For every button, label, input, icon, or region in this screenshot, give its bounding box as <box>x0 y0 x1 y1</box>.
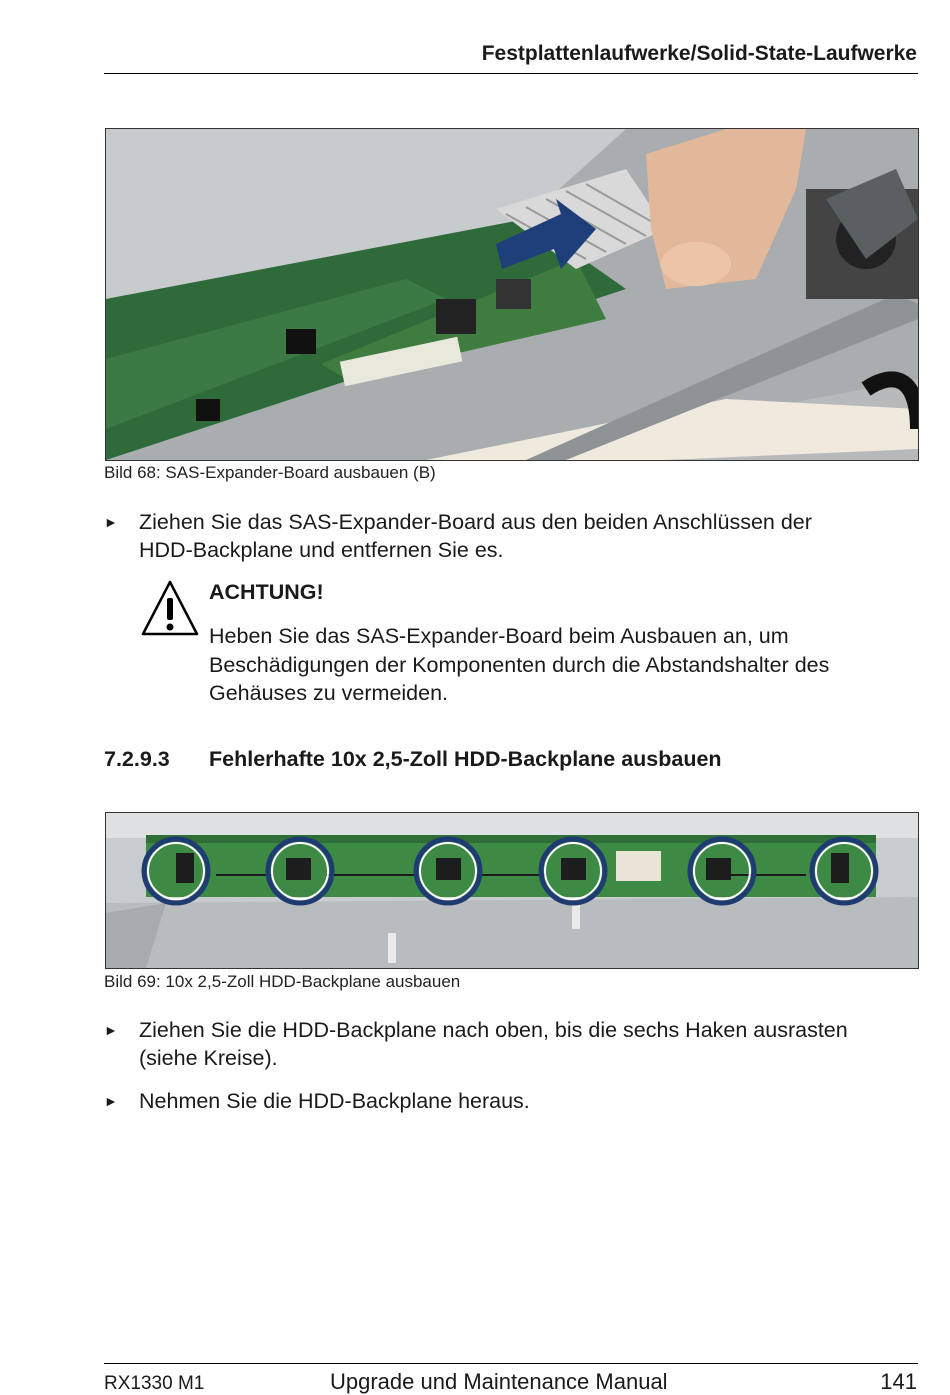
section-number: 7.2.9.3 <box>104 747 170 771</box>
figure-68-photo <box>105 128 919 461</box>
figure-68-caption: Bild 68: SAS-Expander-Board ausbauen (B) <box>104 463 436 482</box>
instruction-text: (siehe Kreise). <box>139 1046 278 1070</box>
warning-title: ACHTUNG! <box>209 580 324 604</box>
instruction-text: Ziehen Sie die HDD-Backplane nach oben, bis die sechs Haken ausrasten <box>139 1018 848 1042</box>
header-divider <box>104 73 918 74</box>
page-number: 141 <box>880 1369 917 1394</box>
warning-triangle-icon <box>140 578 200 638</box>
warning-line: Beschädigungen der Komponenten durch die Abstandshalter des <box>209 652 830 677</box>
warning-line: Heben Sie das SAS-Expander-Board beim Ausbauen an, um <box>209 624 789 648</box>
bullet-arrow-icon: ► <box>104 1022 118 1038</box>
instruction-text: Nehmen Sie die HDD-Backplane heraus. <box>139 1089 530 1113</box>
sas-expander-photo <box>106 129 918 460</box>
hdd-backplane-photo <box>106 813 918 968</box>
instruction-item <box>104 1016 848 1072</box>
bullet-arrow-icon: ► <box>104 514 118 530</box>
section-title: Fehlerhafte 10x 2,5-Zoll HDD-Backplane ausbauen <box>209 747 722 771</box>
instruction-item <box>104 1087 530 1115</box>
instruction-text: HDD-Backplane und entfernen Sie es. <box>139 538 504 562</box>
instruction-text: Ziehen Sie das SAS-Expander-Board aus den beiden Anschlüssen der <box>139 510 812 534</box>
footer-model: RX1330 M1 <box>104 1373 205 1394</box>
bullet-arrow-icon: ► <box>104 1093 118 1109</box>
figure-69-caption: Bild 69: 10x 2,5-Zoll HDD-Backplane ausbauen <box>104 972 461 991</box>
warning-text <box>209 622 909 708</box>
instruction-item <box>104 508 812 564</box>
warning-line: Gehäuses zu vermeiden. <box>209 681 449 705</box>
footer-manual-title: Upgrade und Maintenance Manual <box>330 1369 668 1394</box>
figure-69-photo <box>105 812 919 969</box>
page-header-title: Festplattenlaufwerke/Solid-State-Laufwerke <box>481 42 917 65</box>
footer-divider <box>104 1363 918 1364</box>
